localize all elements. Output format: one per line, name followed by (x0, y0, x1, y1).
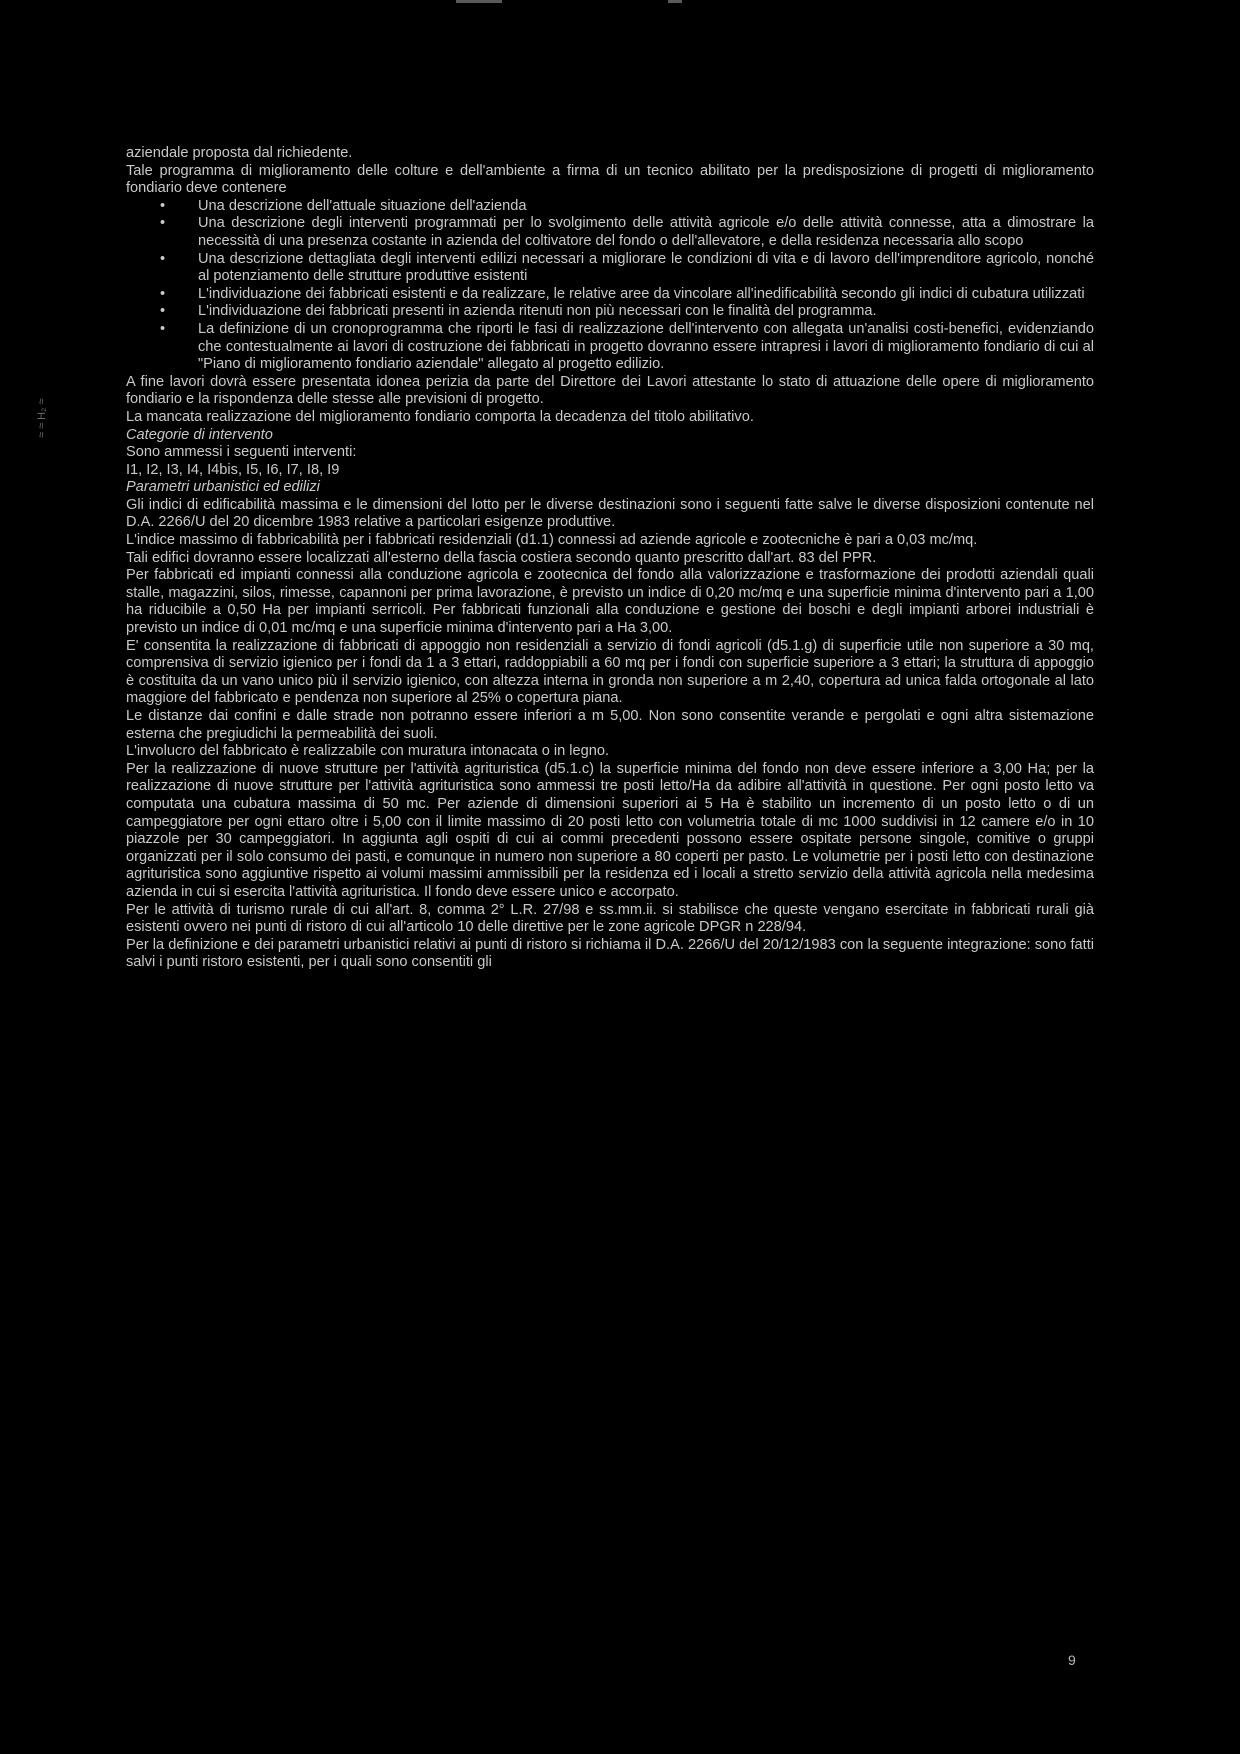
bullet-icon: • (160, 215, 166, 232)
paragraph: E' consentita la realizzazione di fabbricati di appoggio non residenziali a servizio di fondi agricoli (d5.1.g) di superficie utile non superiore a 30 mq, comprensiva di servizio igienico per i fondi da 1 a 3 ettari, raddoppiabili a 60 mq per i fondi con superficie superiore a 3 ettari; la struttura di appoggio è costituita da un vano unico più il servizio igienico, con altezza interna in gronda non superiore a m 2,40, copertura ad unica falda ortogonale al lato maggiore del fabbricato e pendenza non superiore al 25% o copertura piana. (126, 637, 1094, 707)
scan-edge-marks (0, 0, 1240, 6)
paragraph: Per la realizzazione di nuove strutture per l'attività agrituristica (d5.1.c) la superficie minima del fondo non deve essere inferiore a 3,00 Ha; per la realizzazione di nuove strutture per l'attività agrituristica sono ammessi tre posti letto/Ha da adibire all'attività in questione. Per ogni posto letto va computata una cubatura massima di 50 mc. Per aziende di dimensioni superiori ai 5 Ha è stabilito un incremento di un posto letto o di un campeggiatore per ogni ettaro oltre i 5,00 con il limite massimo di 20 posti letto con volumetria totale di mc 1000 suddivisi in 12 camere e/o in 10 piazzole per 30 campeggiatori. In aggiunta agli ospiti di cui ai commi precedenti possono essere ospitate persone singole, comitive o gruppi organizzati per il solo consumo dei pasti, e comunque in numero non superiore a 80 coperti per pasto. Le volumetrie per i posti letto con destinazione agrituristica sono aggiuntive rispetto ai volumi massimi ammissibili per la residenza ed i locali a stretto servizio della attività agricola nella medesima azienda in cui si esercita l'attività agrituristica. Il fondo deve essere unico e accorpato. (126, 760, 1094, 900)
bullet-text: Una descrizione dettagliata degli interventi edilizi necessari a migliorare le condizioni di vita e di lavoro dell'imprenditore agricolo, nonché al potenziamento delle strutture produttive esistenti (198, 250, 1094, 285)
paragraph: L'indice massimo di fabbricabilità per i fabbricati residenziali (d1.1) connessi ad aziende agricole e zootecniche è pari a 0,03 mc/mq. (126, 532, 978, 549)
paragraph: Le distanze dai confini e dalle strade non potranno essere inferiori a m 5,00. Non sono consentite verande e pergolati e ogni altra sistemazione esterna che pregiudichi la permeabilità dei suoli. (126, 708, 1094, 742)
section-heading: Categorie di intervento (126, 426, 273, 443)
bullet-text: Una descrizione dell'attuale situazione dell'azienda (198, 197, 527, 214)
paragraph: Tali edifici dovranno essere localizzati all'esterno della fascia costiera secondo quanto prescritto dall'art. 83 del PPR. (126, 549, 877, 566)
paragraph: Tale programma di miglioramento delle colture e dell'ambiente a firma di un tecnico abilitato per la predisposizione di progetti di miglioramento fondiario deve contenere (126, 162, 1094, 197)
paragraph: A fine lavori dovrà essere presentata idonea perizia da parte del Direttore dei Lavori attestante lo stato di attuazione delle opere di miglioramento fondiario e la rispondenza delle stesse alle previsioni di progetto. (126, 373, 1094, 408)
bullet-item (160, 303, 1094, 321)
bullet-text: Una descrizione degli interventi programmati per lo svolgimento delle attività agricole e/o delle attività connesse, atta a dimostrare la necessità di una presenza costante in azienda del coltivatore del fondo o dell'allevatore, e della residenza necessaria allo scopo (198, 215, 1094, 249)
requirements-bullet-list (126, 198, 1094, 374)
paragraph: Per fabbricati ed impianti connessi alla conduzione agricola e zootecnica del fondo alla valorizzazione e trasformazione dei prodotti aziendali quali stalle, magazzini, silos, rimesse, capannoni per prima lavorazione, è previsto un indice di 0,20 mc/mq e una superficie minima d'intervento pari a 1,00 ha riducibile a 0,50 Ha per impianti serricoli. Per fabbricati funzionali alla conduzione e gestione dei boschi e degli impianti arborei industriali è previsto un indice di 0,01 mc/mq e una superficie minima d'intervento pari a Ha 3,00. (126, 567, 1094, 637)
section-heading: Parametri urbanistici ed edilizi (126, 479, 320, 496)
paragraph: Sono ammessi i seguenti interventi: (126, 444, 357, 461)
bullet-item (160, 320, 1094, 374)
document-body (126, 145, 1094, 972)
paragraph: I1, I2, I3, I4, I4bis, I5, I6, I7, I8, I9 (126, 461, 340, 478)
bullet-text: L'individuazione dei fabbricati esistenti e da realizzare, le relative aree da vincolare all'inedificabilità secondo gli indici di cubatura utilizzati (198, 285, 1085, 302)
bullet-item (160, 285, 1094, 304)
paragraph: La mancata realizzazione del miglioramento fondiario comporta la decadenza del titolo abilitativo. (126, 408, 754, 425)
bullet-text: L'individuazione dei fabbricati presenti in azienda ritenuti non più necessari con le finalità del programma. (198, 303, 877, 320)
bullet-item (160, 215, 1094, 250)
paragraph: L'involucro del fabbricato è realizzabile con muratura intonacata o in legno. (126, 743, 610, 760)
paragraphs-before-list (126, 145, 1094, 198)
paragraph: aziendale proposta dal richiedente. (126, 145, 353, 161)
bullet-icon: • (160, 320, 166, 337)
bullet-icon: • (160, 303, 166, 320)
scan-mark-right (668, 0, 682, 3)
bullet-icon: • (160, 285, 166, 302)
paragraphs-after-list (126, 374, 1094, 972)
scan-mark-left (456, 0, 502, 3)
paragraph: Per le attività di turismo rurale di cui all'art. 8, comma 2° L.R. 27/98 e ss.mm.ii. si stabilisce che queste vengano esercitate in fabbricati rurali già esistenti ovvero nei punti di ristoro di cui all'articolo 10 delle direttive per le zone agricole DPGR n 228/94. (126, 901, 1094, 936)
page-number: 9 (1068, 1652, 1076, 1668)
bullet-icon: • (160, 197, 166, 214)
bullet-item (160, 197, 1094, 216)
paragraph: Gli indici di edificabilità massima e le dimensioni del lotto per le diverse destinazioni sono i seguenti fatte salve le diverse disposizioni contenute nel D.A. 2266/U del 20 dicembre 1983 relative a particolari esigenze produttive. (126, 496, 1094, 531)
bullet-text: La definizione di un cronoprogramma che riporti le fasi di realizzazione dell'intervento con allegata un'analisi costi-benefici, evidenziando che contestualmente ai lavori di costruzione dei fabbricati in progetto dovranno essere intrapresi i lavori di miglioramento fondiario di cui al "Piano di miglioramento fondiario aziendale" allegato al progetto edilizio. (198, 320, 1094, 373)
bullet-item (160, 250, 1094, 286)
bullet-icon: • (160, 250, 166, 267)
paragraph: Per la definizione e dei parametri urbanistici relativi ai punti di ristoro si richiama il D.A. 2266/U del 20/12/1983 con la seguente integrazione: sono fatti salvi i punti ristoro esistenti, per i quali sono consentiti gli (126, 936, 1094, 971)
margin-annotation: ≈ ≈ H₂ ≈ (36, 398, 48, 438)
